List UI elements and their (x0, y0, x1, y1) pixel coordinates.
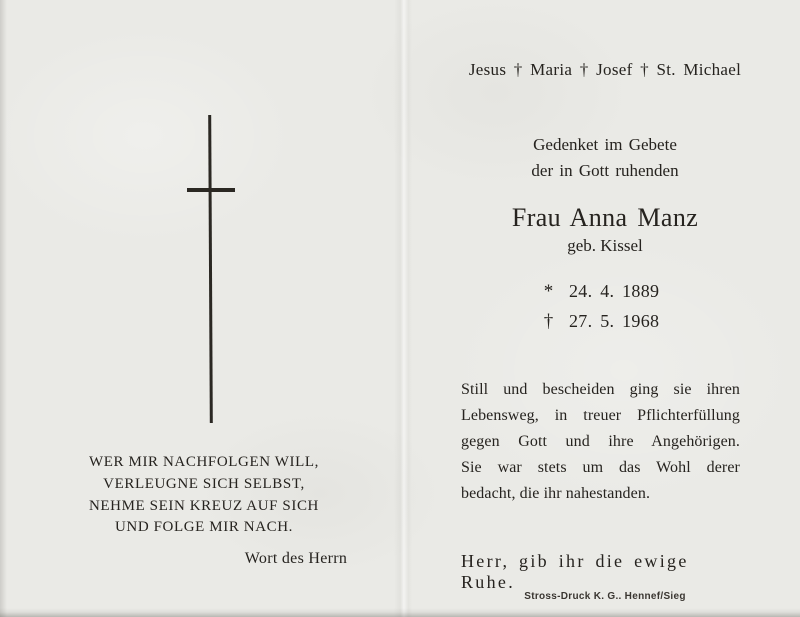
death-dagger-icon: † (543, 311, 554, 332)
obituary-line: Lebensweg, in treuer Pflichterfüllung (461, 407, 740, 424)
birth-date-row (541, 281, 659, 311)
maiden-name: geb. Kissel (567, 236, 643, 255)
obituary-line: Sie war stets um das Wohl derer (461, 459, 740, 476)
memorial-intro-line: der in Gott ruhenden (531, 161, 679, 180)
scan-bottom-edge-shadow (0, 608, 800, 617)
birth-date: 24. 4. 1889 (569, 281, 660, 301)
memorial-intro (440, 132, 770, 184)
obituary-line: bedacht, die ihr nahestanden. (461, 485, 651, 502)
closing-prayer: Herr, gib ihr die ewige Ruhe. (461, 551, 689, 592)
scripture-quote-line: UND FOLGE MIR NACH. (114, 519, 294, 536)
printer-imprint: Stross-Druck K. G.. Hennef/Sieg (524, 591, 686, 602)
scan-left-edge-shadow (0, 0, 7, 617)
deceased-name: Frau Anna Manz (511, 203, 699, 232)
memorial-intro-line: Gedenket im Gebete (533, 135, 677, 154)
scripture-quote (44, 452, 364, 539)
scripture-quote-line: NEHME SEIN KREUZ AUF SICH (88, 497, 319, 514)
birth-star-icon: * (543, 281, 554, 302)
obituary-text (461, 377, 740, 507)
death-date-row (541, 311, 659, 341)
life-dates (541, 281, 659, 341)
obituary-line: gegen Gott und ihre Angehörigen. (461, 433, 740, 450)
cross-vertical-bar (208, 115, 213, 423)
center-fold-crease (394, 0, 412, 617)
cross-horizontal-bar (187, 188, 235, 192)
scripture-quote-line: VERLEUGNE SICH SELBST, (103, 475, 305, 492)
obituary-line: Still und bescheiden ging sie ihren (461, 381, 740, 398)
saints-invocation: Jesus † Maria † Josef † St. Michael (468, 60, 742, 79)
scripture-quote-line: WER MIR NACHFOLGEN WILL, (89, 454, 319, 470)
quote-attribution: Wort des Herrn (244, 550, 348, 567)
death-date: 27. 5. 1968 (569, 311, 660, 331)
